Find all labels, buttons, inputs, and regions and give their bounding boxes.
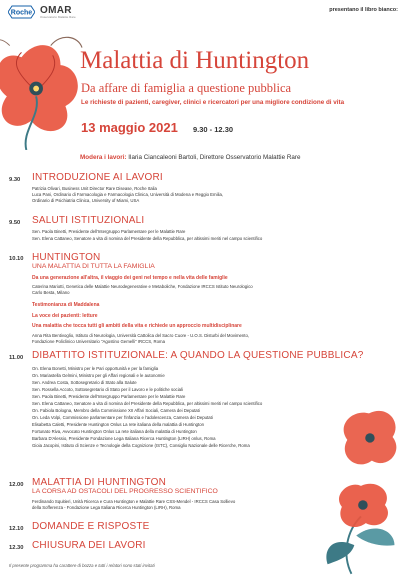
speaker-line: Sen. Paola Binetti, Presidente dell'Intergruppo Parlamentare per le Malattie Rare	[32, 229, 186, 234]
speaker-line: Luca Pani, Ordinario di Farmacologia e Farmacologia Clinica, Università di Modena e Reggio Emilia,	[32, 192, 224, 197]
event-time: 9.30 - 12.30	[193, 125, 234, 134]
moderator-line	[80, 154, 300, 161]
omar-logo-tagline: Osservatorio Malattie Rare	[40, 15, 76, 19]
speaker-line: On. Fabiola Bologna, Membro della Commissione XII Affari Sociali, Camera dei Deputati	[32, 408, 200, 413]
talk-title: Testimonianza di Maddalena	[32, 302, 100, 308]
presents-label: presentano il libro bianco:	[329, 7, 398, 13]
speaker-line: Gioia Jacopini, Istituto di Scienze e Tecnologie della Cognizione (ISTC), Consiglio Nazionale delle Ricerche, Roma	[32, 443, 250, 448]
talk-title: Una malattia che tocca tutti gli ambiti della vita e richiede un approccio multidisciplinare	[32, 323, 242, 329]
section-title: DIBATTITO ISTITUZIONALE: A QUANDO LA QUESTIONE PUBBLICA?	[32, 350, 364, 361]
speaker-line: Sen. Rossella Accoto, Sottosegretario di Stato per il Lavoro e le politiche sociali	[32, 387, 183, 392]
speaker-line: Sen. Paola Binetti, Presidente dell'Intergruppo Parlamentare per le Malattie Rare	[32, 394, 186, 399]
speaker-line: On. Elena Bonetti, Ministro per le Pari opportunità e per la famiglia	[32, 366, 159, 371]
page-title: Malattia di Huntington	[80, 47, 310, 74]
section-title: SALUTI ISTITUZIONALI	[32, 215, 145, 226]
footnote: Il presente programma ha carattere di bozza e tutti i relatori sono stati invitati	[9, 563, 155, 568]
section-title: HUNTINGTON	[32, 252, 101, 263]
speaker-line: Anna Rita Bentivoglio, Istituto di Neurologia, Università Cattolica del Sacro Cuore - U.O.S. Disturbi del Movimento,	[32, 333, 250, 338]
section-time: 12.10	[9, 526, 24, 532]
talk-title: La voce dei pazienti: letture	[32, 313, 98, 319]
section-time: 10.10	[9, 256, 24, 262]
speaker-line: della Sofferenza - Fondazione Lega Italiana Ricerca Huntington (LIRH), Roma	[32, 505, 181, 510]
speaker-line: Patrizia Olivari, Business Unit Director Rare Disease, Roche Italia	[32, 186, 157, 191]
section-time: 9.30	[9, 177, 21, 183]
speaker-line: On. Leda Volpi, Commissione parlamentare per l'infanzia e l'adolescenza, Camera dei Deputati	[32, 415, 213, 420]
speaker-line: Sen. Andrea Costa, Sottosegretario di Stato alla Salute	[32, 380, 137, 385]
moderator-label: Modera i lavori:	[80, 154, 127, 161]
roche-logo	[8, 5, 35, 19]
section-subtitle: UNA MALATTIA DI TUTTA LA FAMIGLIA	[32, 263, 155, 270]
speaker-line: Sen. Elena Cattaneo, Senatore a vita di nomina del Presidente della Repubblica, per altissimi meriti nel campo scientifico	[32, 236, 263, 241]
speaker-line: Sen. Elena Cattaneo, Senatore a vita di nomina del Presidente della Repubblica, per altissimi meriti nel campo scientifico	[32, 401, 263, 406]
speaker-line: Carlo Besta, Milano	[32, 290, 70, 295]
moderator-name: Ilaria Ciancaleoni Bartoli, Direttore Osservatorio Malattie Rare	[128, 154, 301, 161]
speaker-line: Barbara D'Alessio, Presidente Fondazione Lega Italiana Ricerca Huntington (LIRH) onlus, Roma	[32, 436, 216, 441]
page-tagline: Le richieste di pazienti, caregiver, clinici e ricercatori per una migliore condizione di vita	[81, 99, 345, 106]
section-time: 9.50	[9, 220, 21, 226]
red-flower-illustration	[336, 402, 402, 472]
speaker-line: Elisabetta Caletti, Presidente Huntington Onlus La rete italiana della malattia di Huntington	[32, 422, 204, 427]
section-subtitle: LA CORSA AD OSTACOLI DEL PROGRESSO SCIENTIFICO	[32, 488, 218, 495]
section-title: CHIUSURA DEI LAVORI	[32, 540, 146, 551]
poppy-flower-illustration	[0, 28, 90, 150]
speaker-line: Caterina Mariotti, Genetica delle Malattie Neurodegenerative e Metaboliche, Fondazione IRCCS Istituto Neurologico	[32, 284, 253, 289]
section-title: INTRODUZIONE AI LAVORI	[32, 172, 163, 183]
speaker-line: Fortunato Riva, Avvocato Huntington Onlus La rete italiana della malattia di Huntington	[32, 429, 197, 434]
page-subtitle: Da affare di famiglia a questione pubblica	[81, 81, 292, 95]
section-title: MALATTIA DI HUNTINGTON	[32, 477, 167, 488]
omar-logo: OMAR	[40, 5, 72, 16]
speaker-line: Ordinario di Psichiatria Clinica, University of Miami, USA	[32, 198, 140, 203]
section-time: 11.00	[9, 355, 24, 361]
event-date: 13 maggio 2021	[81, 120, 178, 135]
section-time: 12.30	[9, 545, 24, 551]
speaker-line: Fondazione Policlinico Universitario "Agostino Gemelli" IRCCS, Roma	[32, 339, 165, 344]
talk-title: Da una generazione all'altra, il viaggio dei geni nel tempo e nella vita delle famiglie	[32, 275, 228, 281]
speaker-line: Ferdinando Squitieri, Unità Ricerca e Cura Huntington e Malattie Rare CSS-Mendel - IRCCS Casa Sollievo	[32, 499, 236, 504]
section-time: 12.00	[9, 482, 24, 488]
speaker-line: On. Mariastella Gelmini, Ministro per gli Affari regionali e le autonomie	[32, 373, 165, 378]
svg-text:Roche: Roche	[10, 9, 33, 17]
section-title: DOMANDE E RISPOSTE	[32, 521, 150, 532]
leaf-flower-illustration	[318, 476, 404, 576]
